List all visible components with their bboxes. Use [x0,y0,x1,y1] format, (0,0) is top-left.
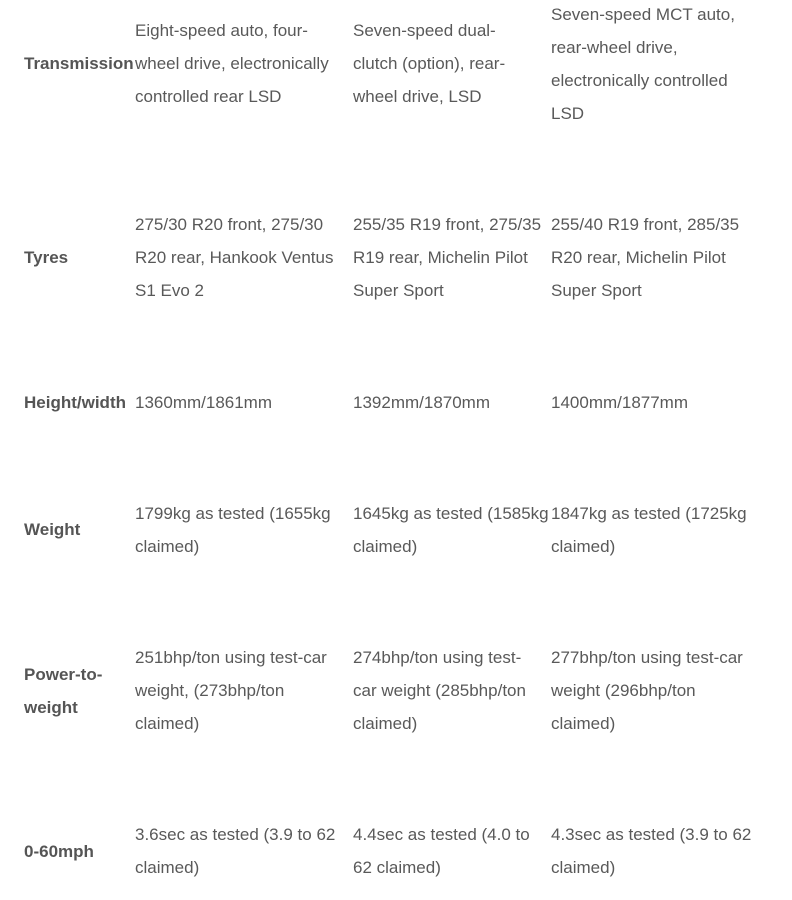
label-line: Height/width [24,393,126,412]
car2-value [353,497,549,563]
car1-value [135,14,329,113]
value-line: 4.4sec as tested (4.0 to [353,825,530,844]
value-line: claimed) [551,537,616,556]
value-line: car weight (285bhp/ton [353,681,526,700]
value-line: 275/30 R20 front, 275/30 [135,215,324,234]
car3-value [551,641,743,740]
value-line: controlled rear LSD [135,87,282,106]
value-line: weight, (273bhp/ton [135,681,285,700]
label-line: Weight [24,520,81,539]
value-line: claimed) [135,537,200,556]
value-line: LSD [551,104,585,123]
value-line: R20 rear, Michelin Pilot [551,248,726,267]
label-line: weight [24,698,78,717]
value-line: 62 claimed) [353,858,441,877]
value-line: 255/35 R19 front, 275/35 [353,215,542,234]
car1-value [135,386,272,419]
value-line: S1 Evo 2 [135,281,204,300]
value-line: 1392mm/1870mm [353,393,491,412]
value-line: 1847kg as tested (1725kg [551,504,747,523]
car1-value [135,208,333,307]
value-line: claimed) [135,858,200,877]
car1-value [135,818,335,884]
value-line: claimed) [353,537,418,556]
value-line: electronically controlled [551,71,728,90]
value-line: Super Sport [353,281,444,300]
value-line: Eight-speed auto, four- [135,21,308,40]
car1-value [135,497,331,563]
value-line: rear-wheel drive, [551,38,678,57]
value-line: Super Sport [551,281,642,300]
value-line: R19 rear, Michelin Pilot [353,248,528,267]
value-line: 4.3sec as tested (3.9 to 62 [551,825,752,844]
row-label [24,513,132,546]
row-label [24,386,132,419]
row-label [24,835,132,868]
value-line: 3.6sec as tested (3.9 to 62 [135,825,336,844]
row-label [24,47,132,80]
value-line: Seven-speed dual- [353,21,496,40]
value-line: claimed) [551,714,616,733]
label-line: Power-to- [24,665,103,684]
value-line: 274bhp/ton using test- [353,648,522,667]
value-line: wheel drive, electronically [135,54,329,73]
value-line: claimed) [551,858,616,877]
value-line: R20 rear, Hankook Ventus [135,248,334,267]
label-line: Transmission [24,54,134,73]
car3-value [551,208,739,307]
car2-value [353,386,490,419]
car3-value [551,0,735,130]
car3-value [551,497,747,563]
value-line: claimed) [353,714,418,733]
car3-value [551,818,751,884]
row-label [24,241,132,274]
label-line: 0-60mph [24,842,94,861]
value-line: 1645kg as tested (1585kg [353,504,549,523]
value-line: 277bhp/ton using test-car [551,648,743,667]
car2-value [353,641,526,740]
value-line: wheel drive, LSD [353,87,482,106]
car3-value [551,386,688,419]
value-line: 1799kg as tested (1655kg [135,504,331,523]
value-line: weight (296bhp/ton [551,681,696,700]
label-line: Tyres [24,248,69,267]
car2-value [353,208,541,307]
value-line: Seven-speed MCT auto, [551,5,735,24]
value-line: clutch (option), rear- [353,54,506,73]
value-line: 1360mm/1861mm [135,393,273,412]
value-line: claimed) [135,714,200,733]
car2-value [353,818,530,884]
car2-value [353,14,505,113]
value-line: 251bhp/ton using test-car [135,648,327,667]
value-line: 255/40 R19 front, 285/35 [551,215,740,234]
car1-value [135,641,327,740]
row-label [24,658,132,724]
value-line: 1400mm/1877mm [551,393,689,412]
